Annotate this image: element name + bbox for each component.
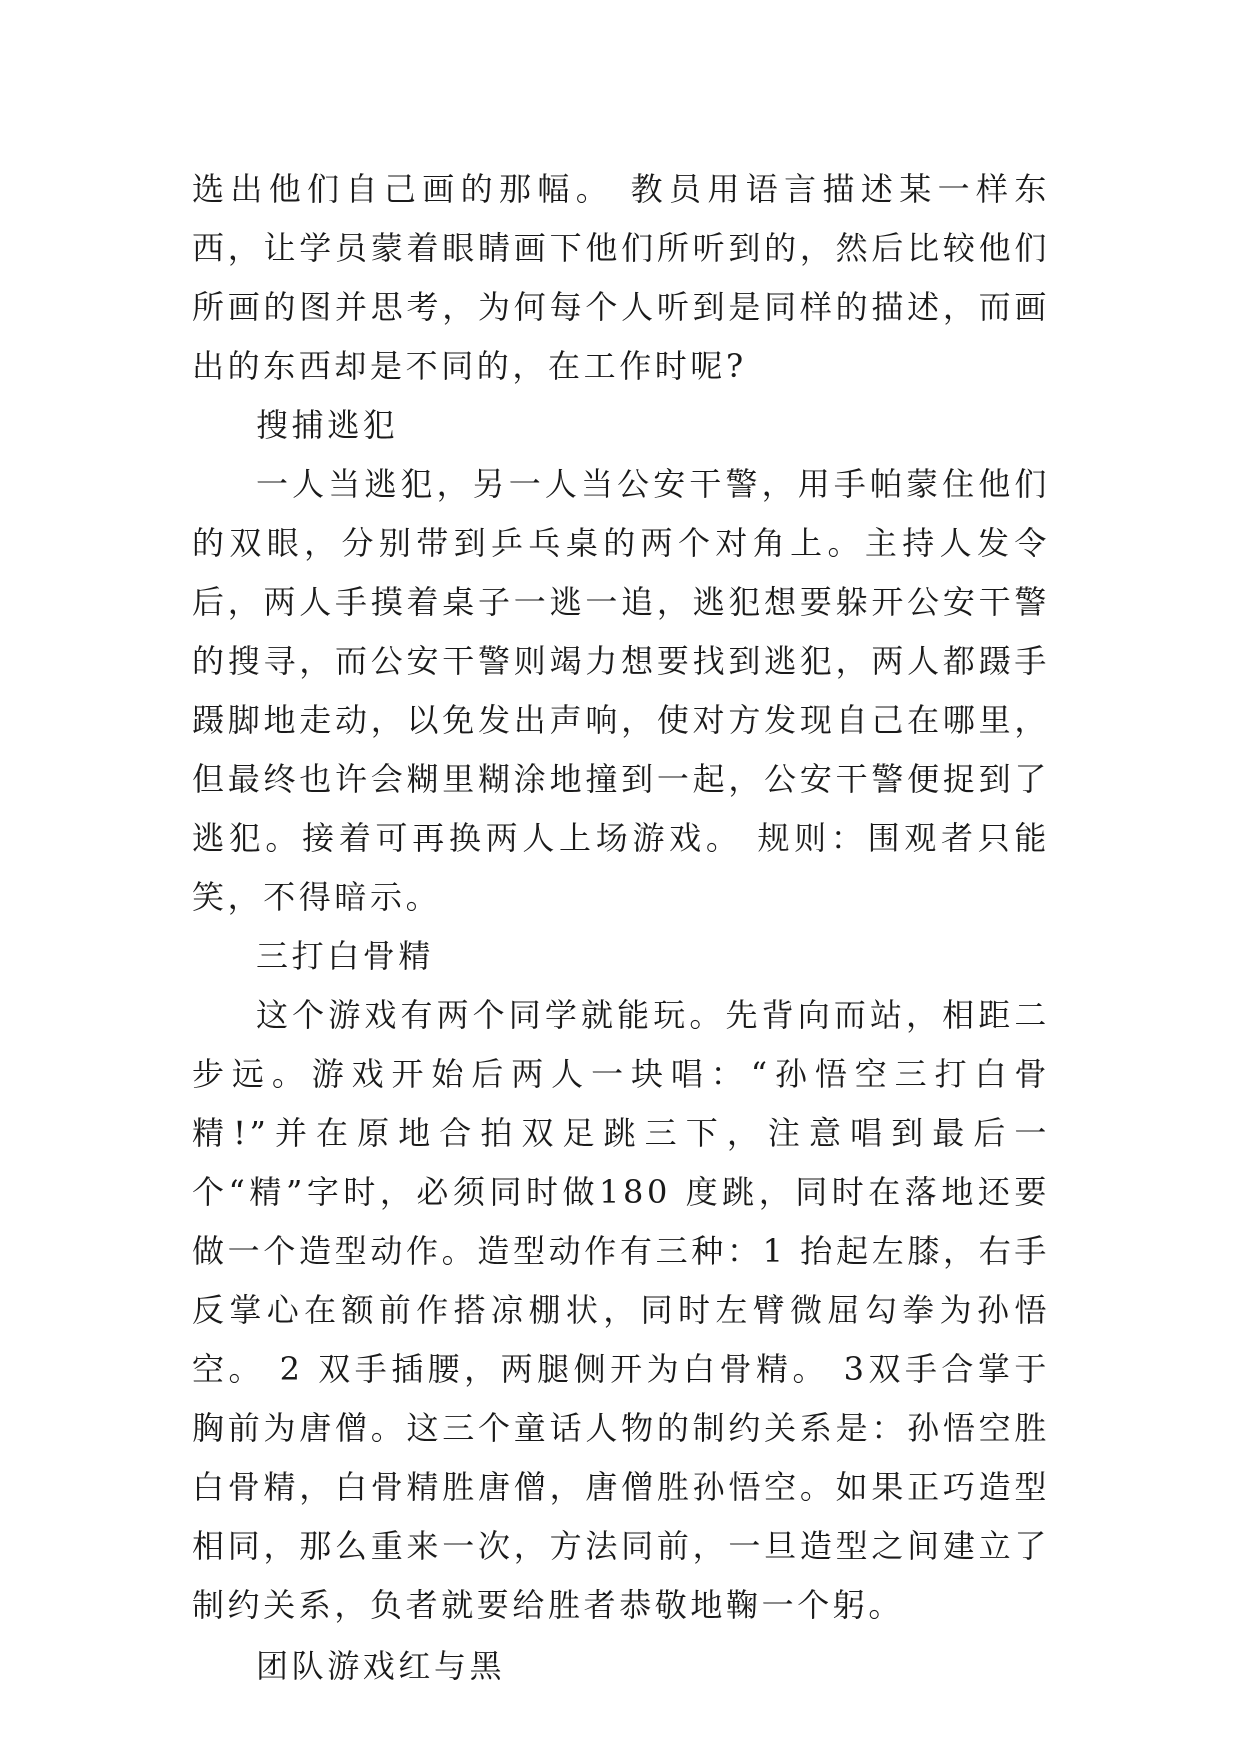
document-page (192, 160, 1050, 1696)
body-paragraph-catch-fugitive: 一人当逃犯，另一人当公安干警，用手帕蒙住他们的双眼，分别带到乒乓桌的两个对角上。主持人发令后，两人手摸着桌子一逃一追，逃犯想要躲开公安干警的搜寻，而公安干警则竭力想要找到逃犯，两人都蹑手蹑脚地走动，以免发出声响，使对方发现自己在哪里，但最终也许会糊里糊涂地撞到一起，公安干警便捉到了逃犯。接着可再换两人上场游戏。 规则：围观者只能笑，不得暗示。 (192, 465, 1050, 916)
body-paragraph-intro: 选出他们自己画的那幅。 教员用语言描述某一样东西，让学员蒙着眼睛画下他们所听到的，然后比较他们所画的图并思考，为何每个人听到是同样的描述，而画出的东西却是不同的，在工作时呢? (192, 170, 1050, 385)
body-paragraph-three-strikes: 这个游戏有两个同学就能玩。先背向而站，相距二步远。游戏开始后两人一块唱：“孙悟空三打白骨精!”并在原地合拍双足跳三下，注意唱到最后一个“精”字时，必须同时做180 度跳，同时在落地还要做一个造型动作。造型动作有三种：1 抬起左膝，右手反掌心在额前作搭凉棚状，同时左臂微屈勾拳为孙悟空。 2 双手插腰，两腿侧开为白骨精。 3双手合掌于胸前为唐僧。这三个童话人物的制约关系是：孙悟空胜白骨精，白骨精胜唐僧，唐僧胜孙悟空。如果正巧造型相同，那么重来一次，方法同前，一旦造型之间建立了制约关系，负者就要给胜者恭敬地鞠一个躬。 (192, 996, 1050, 1624)
section-heading-catch-fugitive: 搜捕逃犯 (256, 406, 399, 444)
section-heading-red-black: 团队游戏红与黑 (256, 1647, 506, 1685)
section-heading-three-strikes: 三打白骨精 (256, 937, 435, 975)
